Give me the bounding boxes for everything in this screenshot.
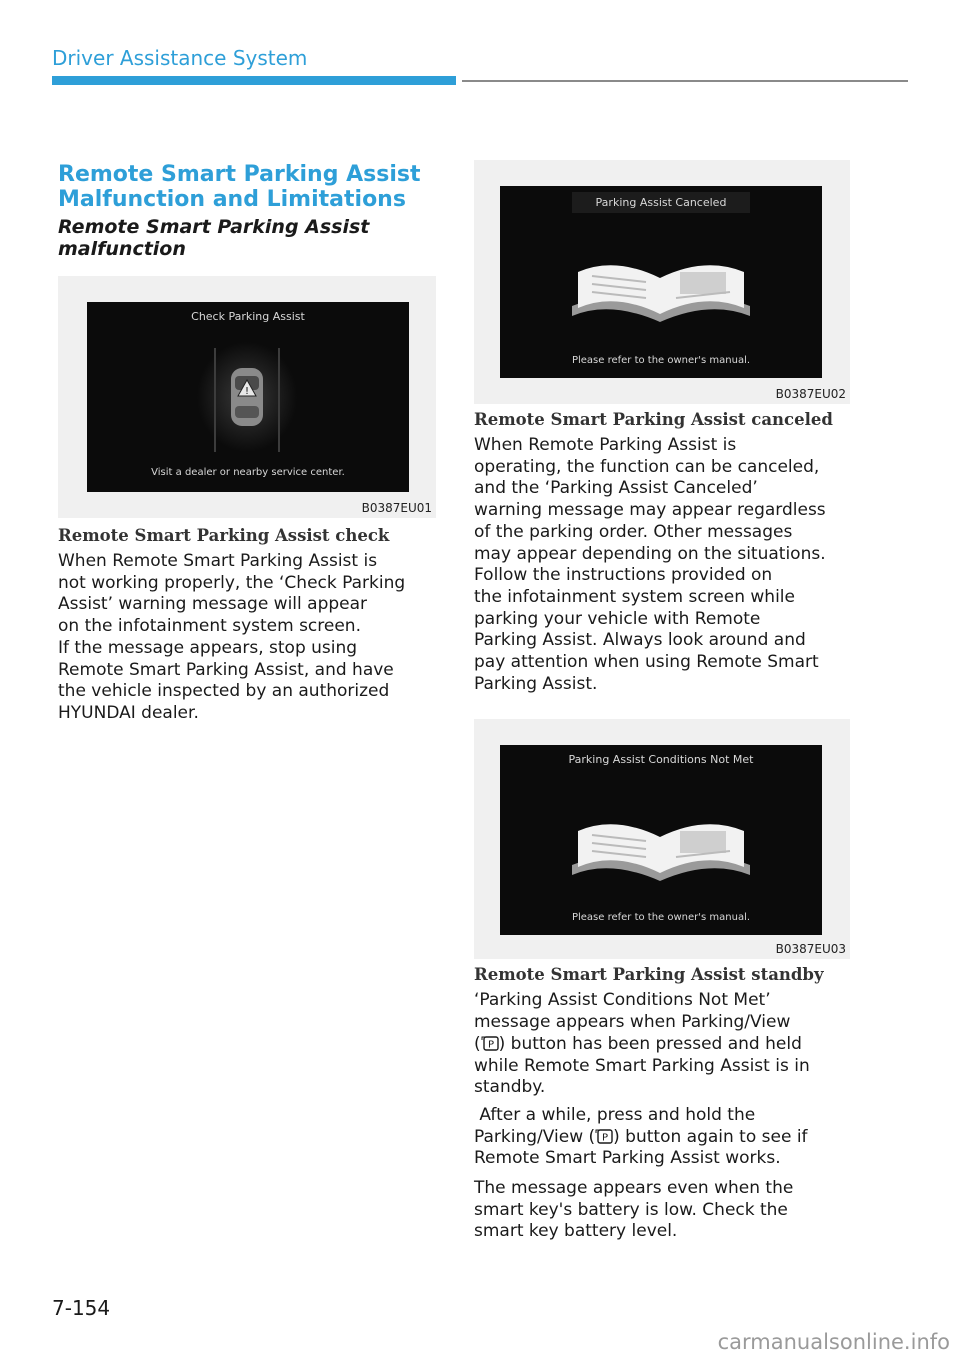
owners-manual-book-icon	[500, 186, 822, 378]
text-line: Follow the instructions provided on	[474, 565, 773, 586]
text-line: Remote Smart Parking Assist works.	[474, 1148, 781, 1169]
svg-text:P: P	[602, 1132, 609, 1144]
paragraph-body	[474, 1178, 854, 1243]
text-line: If the message appears, stop using	[58, 637, 358, 658]
text-line: operating, the function can be canceled,	[474, 456, 820, 477]
text-line: Parking Assist.	[474, 673, 598, 694]
screen-message-footer: Please refer to the owner's manual.	[571, 355, 751, 366]
text-line: After a while, press and hold the	[474, 1104, 756, 1125]
screen-message-title: Check Parking Assist	[191, 310, 305, 323]
text-line: smart key battery level.	[474, 1221, 678, 1242]
text-line: warning message may appear regardless	[474, 500, 826, 521]
figure-conditions-not-met	[474, 719, 850, 959]
text-fragment: ) button has been pressed and held	[498, 1033, 802, 1054]
section-title-line: Malfunction and Limitations	[58, 187, 406, 212]
text-line: pay attention when using Remote Smart	[474, 652, 819, 673]
paragraph-body	[474, 990, 854, 1170]
text-line: the infotainment system screen while	[474, 586, 795, 607]
right-column	[474, 160, 854, 1243]
screen-message-footer: Please refer to the owner's manual.	[571, 912, 751, 924]
text-line	[474, 1034, 854, 1056]
text-line: standby.	[474, 1077, 546, 1098]
watermark[interactable]: carmanualsonline.info	[717, 1330, 950, 1354]
paragraph-heading: Remote Smart Parking Assist check	[58, 526, 390, 545]
text-line: on the infotainment system screen.	[58, 616, 361, 637]
paragraph-body	[58, 551, 436, 725]
text-line: parking your vehicle with Remote	[474, 608, 761, 629]
figure-parking-assist-canceled	[474, 160, 850, 404]
text-line: HYUNDAI dealer.	[58, 702, 199, 723]
text-line: Assist’ warning message will appear	[58, 594, 368, 615]
screen-message-title: Parking Assist Conditions Not Met	[568, 753, 754, 767]
text-line: Remote Smart Parking Assist, and have	[58, 659, 394, 680]
text-line: message appears when Parking/View	[474, 1012, 791, 1033]
figure-code: B0387EU03	[775, 942, 846, 957]
text-line	[474, 1127, 854, 1149]
screen-message-title: Parking Assist Canceled	[572, 192, 750, 213]
header-rule-accent	[52, 76, 456, 85]
text-line: not working properly, the ‘Check Parking	[58, 572, 406, 593]
text-line: while Remote Smart Parking Assist is in	[474, 1055, 810, 1076]
infotainment-screen	[500, 186, 822, 378]
running-header: Driver Assistance System	[52, 46, 308, 70]
figure-code: B0387EU02	[775, 387, 846, 401]
section-title-line: Remote Smart Parking Assist	[58, 162, 421, 187]
text-line: the vehicle inspected by an authorized	[58, 681, 390, 702]
text-line: Parking Assist. Always look around and	[474, 630, 806, 651]
text-line: The message appears even when the	[474, 1178, 794, 1199]
text-fragment: (	[474, 1033, 481, 1054]
subsection-title-line: Remote Smart Parking Assist	[58, 216, 370, 238]
figure-check-parking-assist	[58, 276, 436, 518]
parking-view-button-icon	[481, 1036, 499, 1051]
paragraph-heading: Remote Smart Parking Assist standby	[474, 965, 824, 985]
screen-message-footer: Visit a dealer or nearby service center.	[151, 467, 345, 478]
text-fragment: ) button again to see if	[613, 1126, 808, 1147]
infotainment-screen	[500, 745, 822, 935]
text-line: of the parking order. Other messages	[474, 521, 793, 542]
vehicle-warning-icon	[87, 302, 409, 492]
text-line: When Remote Parking Assist is	[474, 435, 737, 455]
figure-code: B0387EU01	[361, 501, 432, 515]
infotainment-screen	[87, 302, 409, 492]
text-fragment: Parking/View (	[474, 1126, 596, 1147]
text-line: When Remote Smart Parking Assist is	[58, 551, 378, 571]
text-line: may appear depending on the situations.	[474, 543, 826, 564]
text-line: smart key's battery is low. Check the	[474, 1199, 788, 1220]
subsection-title-line: malfunction	[58, 238, 186, 260]
page-number: 7-154	[52, 1296, 111, 1320]
left-column	[58, 160, 436, 725]
svg-text:!: !	[244, 386, 250, 397]
owners-manual-book-icon	[500, 745, 822, 935]
subsection-title	[58, 216, 436, 260]
text-line: ‘Parking Assist Conditions Not Met’	[474, 990, 771, 1011]
section-title	[58, 162, 436, 212]
paragraph-body	[474, 435, 854, 695]
parking-view-button-icon	[595, 1129, 613, 1144]
paragraph-heading: Remote Smart Parking Assist canceled	[474, 410, 833, 429]
svg-text:P: P	[487, 1039, 494, 1051]
text-line: and the ‘Parking Assist Canceled’	[474, 478, 758, 499]
header-rule	[462, 80, 908, 82]
